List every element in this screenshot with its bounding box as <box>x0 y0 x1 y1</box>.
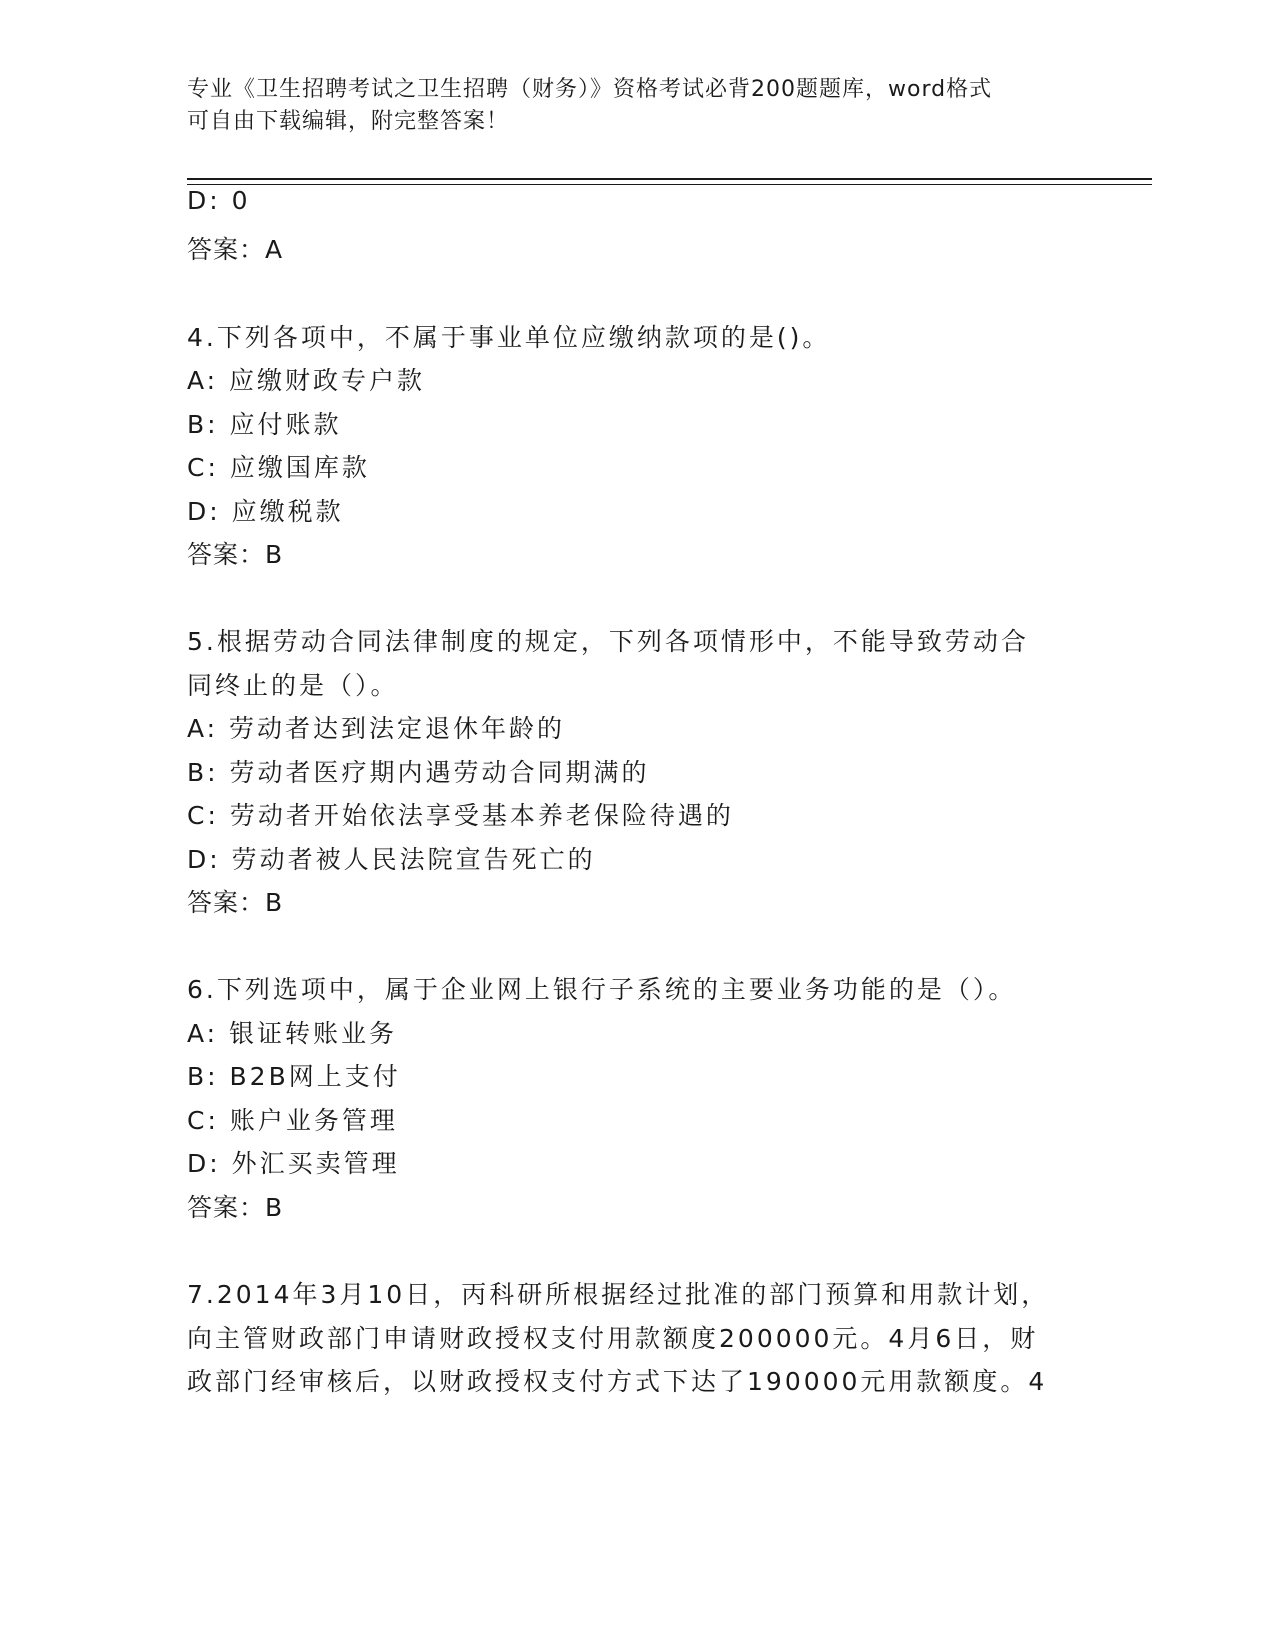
q5-option-a: A: 劳动者达到法定退休年龄的 <box>187 714 566 743</box>
header-divider-thick <box>187 178 1152 180</box>
q5-option-b: B: 劳动者医疗期内遇劳动合同期满的 <box>187 758 650 787</box>
q4-option-d: D: 应缴税款 <box>187 497 344 526</box>
q5-option-d: D: 劳动者被人民法院宣告死亡的 <box>187 845 596 874</box>
header-line: 可自由下载编辑，附完整答案！ <box>187 109 510 134</box>
q7-stem-line-3: 政部门经审核后，以财政授权支付方式下达了190000元用款额度。4 <box>187 1367 1048 1396</box>
document-header <box>187 74 1067 138</box>
q6-option-c: C: 账户业务管理 <box>187 1106 398 1135</box>
q4-option-b: B: 应付账款 <box>187 410 342 439</box>
q5-answer: 答案：B <box>187 888 284 917</box>
q5-option-c: C: 劳动者开始依法享受基本养老保险待遇的 <box>187 801 734 830</box>
q4-option-c: C: 应缴国库款 <box>187 453 370 482</box>
header-divider-thin <box>187 184 1152 185</box>
q3-answer: 答案：A <box>187 235 284 264</box>
q6-stem: 6.下列选项中，属于企业网上银行子系统的主要业务功能的是（）。 <box>187 975 1017 1004</box>
header-line: 专业《卫生招聘考试之卫生招聘（财务）》资格考试必背200题题库，word格式 <box>187 77 993 102</box>
q7-stem-line-2: 向主管财政部门申请财政授权支付用款额度200000元。4月6日，财 <box>187 1324 1039 1353</box>
q3-option-d: D: 0 <box>187 186 251 215</box>
q6-option-a: A: 银证转账业务 <box>187 1019 398 1048</box>
q4-answer: 答案：B <box>187 540 284 569</box>
q5-stem-line-2: 同终止的是（）。 <box>187 671 399 700</box>
q7-stem-line-1: 7.2014年3月10日，丙科研所根据经过批准的部门预算和用款计划， <box>187 1280 1050 1309</box>
q4-stem: 4.下列各项中，不属于事业单位应缴纳款项的是()。 <box>187 323 831 352</box>
q6-option-d: D: 外汇买卖管理 <box>187 1149 400 1178</box>
q6-option-b: B: B2B网上支付 <box>187 1062 401 1091</box>
q6-answer: 答案：B <box>187 1193 284 1222</box>
q5-stem-line-1: 5.根据劳动合同法律制度的规定，下列各项情形中，不能导致劳动合 <box>187 627 1029 656</box>
q4-option-a: A: 应缴财政专户款 <box>187 366 426 395</box>
